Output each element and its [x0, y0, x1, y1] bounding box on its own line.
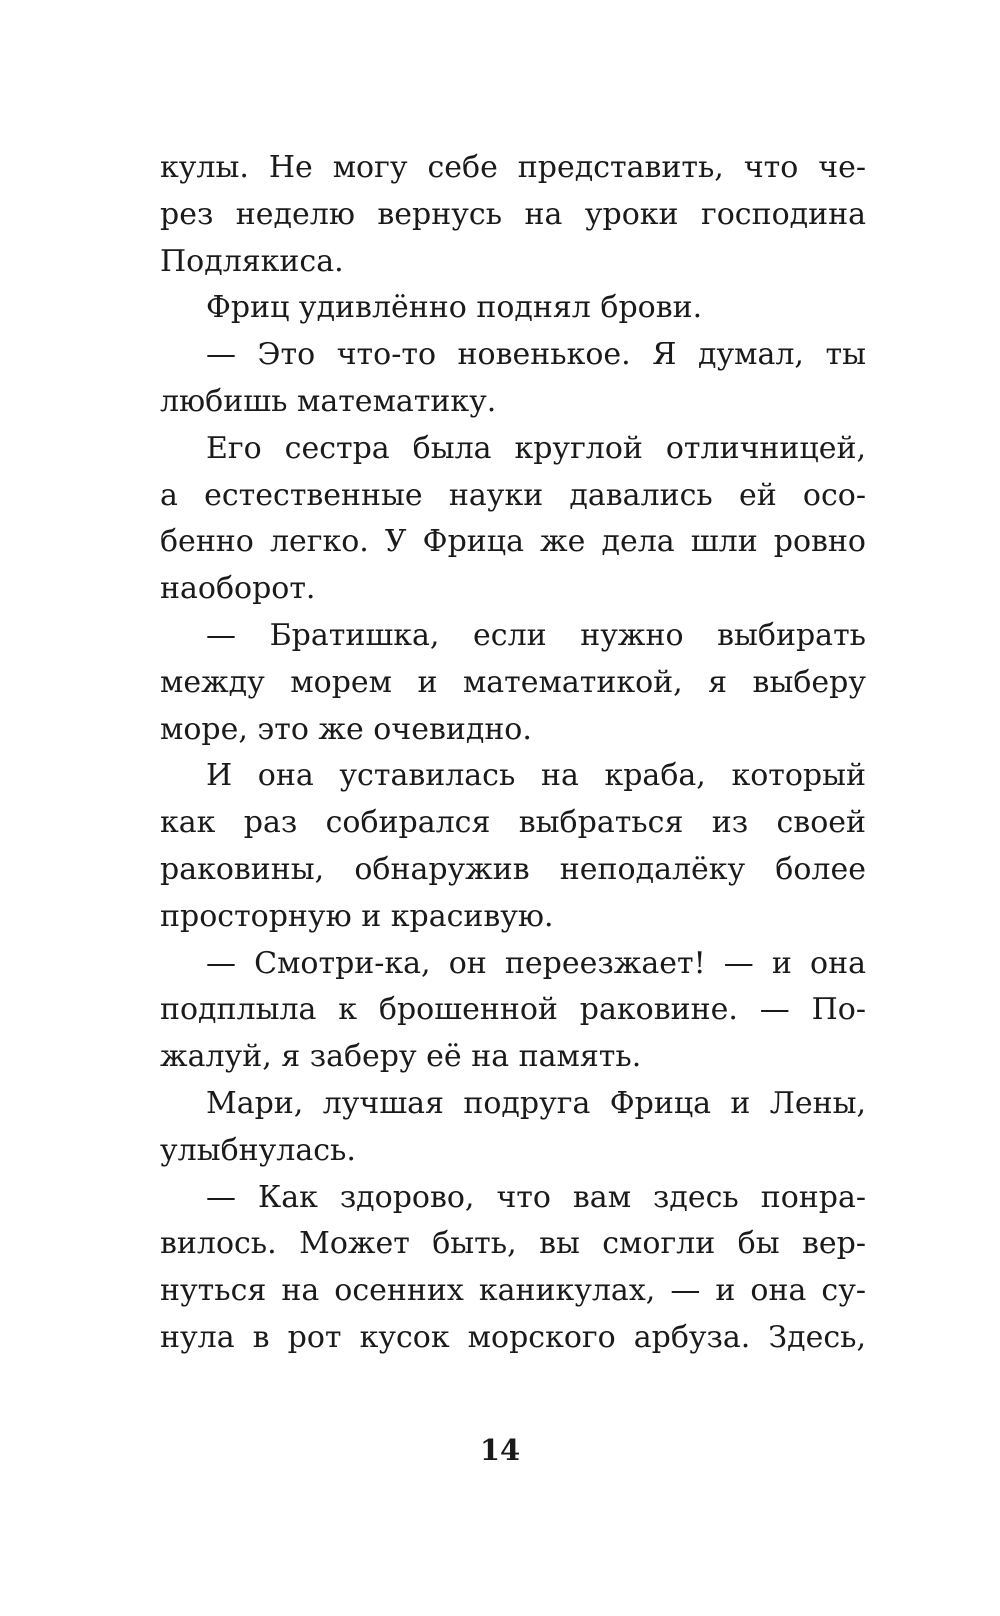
- text-line: раковины, обнаружив неподалёку более: [160, 851, 866, 887]
- page-number: 14: [479, 1433, 521, 1467]
- text-line: море, это же очевидно.: [160, 711, 532, 747]
- text-line: Его сестра была круглой отличницей,: [206, 430, 866, 466]
- text-line: вилось. Может быть, вы смогли бы вер-: [160, 1226, 866, 1262]
- text-line: Мари, лучшая подруга Фрица и Лены,: [206, 1085, 866, 1121]
- text-line: нуться на осенних каникулах, — и она су-: [160, 1273, 866, 1309]
- text-line: жалуй, я заберу её на память.: [160, 1039, 642, 1075]
- text-line: рез неделю вернусь на уроки господина: [160, 196, 866, 232]
- text-line: — Как здорово, что вам здесь понра-: [206, 1179, 866, 1215]
- text-line: — Это что-то новенькое. Я думал, ты: [206, 337, 866, 373]
- text-line: просторную и красивую.: [160, 898, 554, 934]
- text-line: Фриц удивлённо поднял брови.: [206, 290, 703, 326]
- text-line: любишь математику.: [160, 383, 497, 419]
- text-line: подплыла к брошенной раковине. — По-: [160, 992, 866, 1028]
- text-line: И она уставилась на краба, который: [206, 758, 866, 794]
- text-line: кулы. Не могу себе представить, что че-: [160, 150, 866, 185]
- text-line: бенно легко. У Фрица же дела шли ровно: [160, 524, 866, 560]
- text-line: нула в рот кусок морского арбуза. Здесь,: [160, 1319, 866, 1355]
- text-line: как раз собирался выбраться из своей: [160, 805, 866, 841]
- text-line: Подлякиса.: [160, 243, 344, 279]
- text-line: наоборот.: [160, 571, 316, 607]
- text-line: — Смотри-ка, он переезжает! — и она: [206, 945, 866, 981]
- body-text: [160, 145, 866, 1362]
- text-line: улыбнулась.: [160, 1132, 356, 1168]
- text-line: между морем и математикой, я выберу: [160, 664, 866, 700]
- text-line: а естественные науки давались ей осо-: [160, 477, 866, 513]
- text-line: — Братишка, если нужно выбирать: [206, 617, 866, 653]
